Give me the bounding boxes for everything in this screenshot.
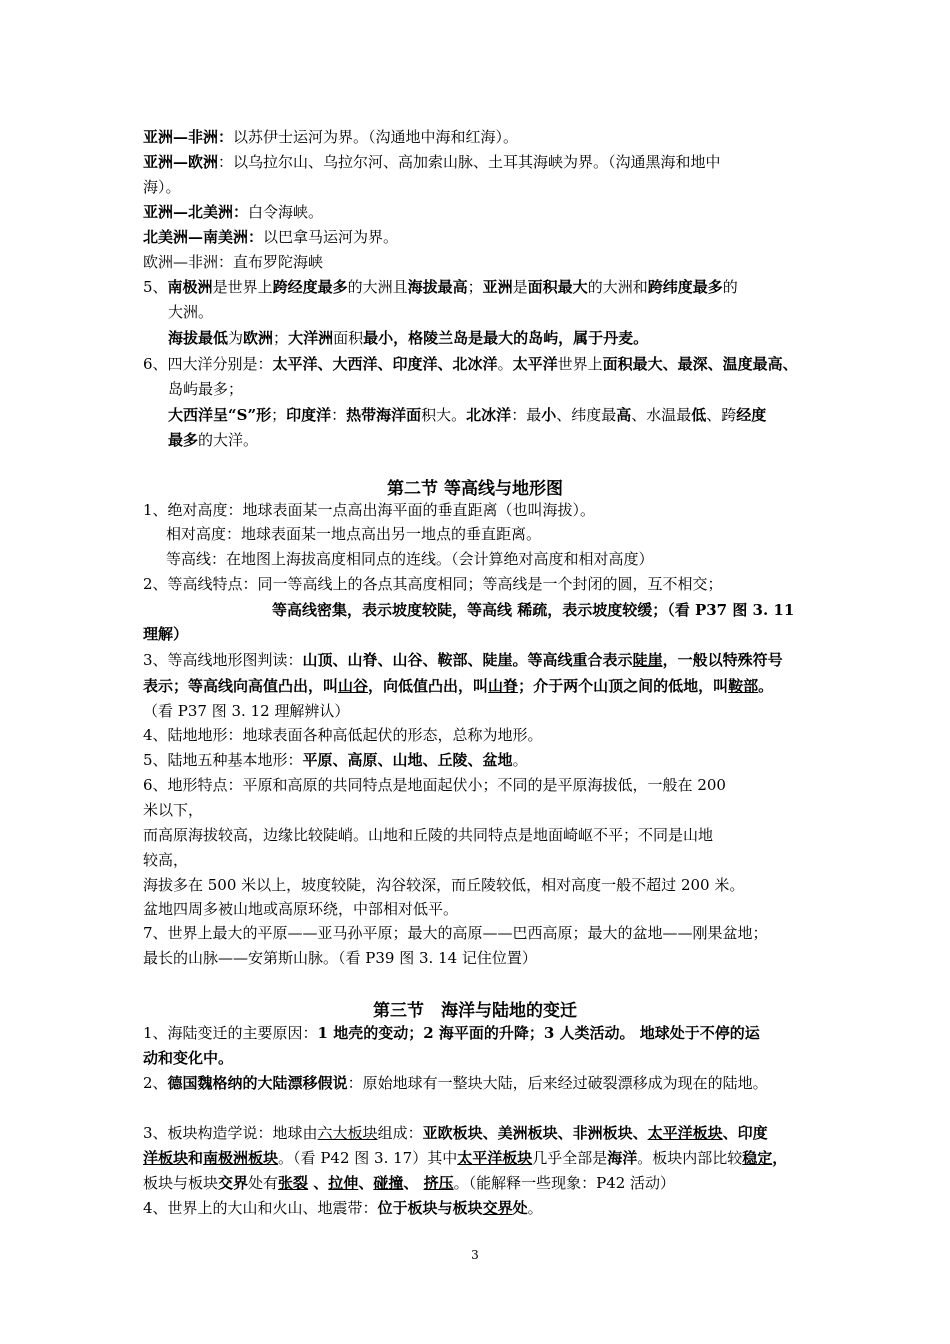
text: 。（能解释一些现象：P42 活动）	[453, 1174, 676, 1192]
text: 3、等高线地形图判读：	[143, 651, 303, 669]
line-text: 7、世界上最大的平原——亚马孙平原；最大的高原——巴西高原；最大的盆地——刚果盆地；	[143, 924, 768, 942]
line-text	[143, 1171, 675, 1195]
term: 处	[512, 1199, 528, 1217]
line-text: 米以下，	[143, 801, 204, 819]
line-text: 等高线：在地图上海拔高度相同点的连线。（会计算绝对高度和相对高度）	[166, 550, 654, 568]
term: 亚欧板块、美洲板块、非洲板块、	[422, 1124, 648, 1142]
text: 、跨	[706, 406, 737, 424]
term: 南极洲板块	[203, 1149, 279, 1167]
text: 为	[228, 329, 244, 347]
text: 面积	[333, 329, 364, 347]
line-text: 4、陆地地形：地球表面各种高低起伏的形态，总称为地形。	[143, 726, 543, 744]
text: 和	[188, 1149, 204, 1167]
text: 。板块内部比较	[637, 1149, 743, 1167]
term: 洋板块	[143, 1149, 189, 1167]
line-text: 较高，	[143, 851, 189, 869]
line-text: 岛屿最多；	[168, 380, 244, 398]
term: 印度	[737, 1124, 768, 1142]
text: 是世界上	[212, 278, 273, 296]
text: 、纬度最	[556, 406, 617, 424]
text: ；	[273, 329, 289, 347]
text: 、	[722, 1124, 738, 1142]
line-text	[143, 1146, 787, 1170]
line-asia-africa	[143, 125, 518, 149]
line-text: 盆地四周多被山地或高原环绕，中部相对低平。	[143, 900, 459, 918]
term: ，格陵兰岛是最大的岛屿，属于丹麦。	[393, 329, 649, 347]
term: 面积最大、最深、温度最高、	[602, 355, 798, 373]
term: 最小	[363, 329, 394, 347]
term: 张裂	[278, 1174, 309, 1192]
line-text: 理解）	[143, 625, 189, 643]
term: 印度洋	[286, 406, 332, 424]
text: 2、	[143, 1074, 168, 1092]
text: 、	[403, 1174, 424, 1192]
text: 的	[722, 278, 738, 296]
line-text	[168, 326, 648, 350]
text: 5、	[143, 278, 168, 296]
line-text: 相对高度：地球表面某一地点高出另一地点的垂直距离。	[166, 525, 542, 543]
section-heading: 第三节 海洋与陆地的变迁	[373, 1001, 577, 1021]
term: 大洋洲	[288, 329, 334, 347]
term: 山顶、山脊、山谷、鞍部、陡崖。等高线重合表示	[302, 651, 633, 669]
text: 。	[497, 355, 513, 373]
term: 亚洲	[482, 278, 513, 296]
term: 陡崖	[632, 651, 663, 669]
text: ，向低值凸出，叫	[368, 677, 489, 695]
text: 的大洋。	[198, 431, 259, 449]
term: 交界	[482, 1199, 513, 1217]
text: 世界上	[557, 355, 603, 373]
text: ：	[331, 406, 347, 424]
text: 组成：	[377, 1124, 423, 1142]
text: 以苏伊士运河为界。（沟通地中海和红海）。	[233, 128, 519, 146]
term: 挤压	[423, 1174, 454, 1192]
text: 积大。	[421, 406, 467, 424]
line-item-6	[143, 352, 798, 376]
text: 、水温最	[631, 406, 692, 424]
term: 六大板块	[317, 1124, 378, 1142]
line-asia-namerica	[143, 200, 323, 224]
line-text: 6、地形特点：平原和高原的共同特点是地面起伏小；不同的是平原海拔低，一般在 200	[143, 776, 726, 794]
term: 太平洋板块	[457, 1149, 533, 1167]
text: 表示；等高线向高值凸出，叫	[143, 677, 339, 695]
line-text: 等高线密集，表示坡度较陡，等高线 稀疏，表示坡度较缓；（看 P37 图 3. 11	[272, 601, 795, 619]
term: ，一般以特殊符号	[662, 651, 783, 669]
text: 3、板块构造学说：地球由	[143, 1124, 318, 1142]
term: 德国魏格纳的大陆漂移假说	[167, 1074, 348, 1092]
term: 交界	[218, 1174, 249, 1192]
line-text: 海）。	[143, 178, 181, 196]
term: 海拔最低	[168, 329, 229, 347]
text: ，	[772, 1149, 788, 1167]
term: 亚洲—北美洲：	[143, 203, 249, 221]
line-text: 大洲。	[168, 303, 214, 321]
term: 海洋	[607, 1149, 638, 1167]
term: 位于板块与板块	[377, 1199, 483, 1217]
text: 。	[527, 1199, 543, 1217]
text: ；	[467, 278, 483, 296]
text: 的大洲和	[587, 278, 648, 296]
line-text: 动和变化中。	[143, 1049, 234, 1067]
term: 最多	[168, 431, 199, 449]
text: 。	[758, 677, 774, 695]
line-item-2	[143, 1071, 768, 1095]
line-text: （看 P37 图 3. 12 理解辨认）	[143, 702, 350, 720]
line-item-3	[143, 1121, 768, 1145]
line-text	[168, 403, 766, 427]
term: 热带海洋面	[346, 406, 422, 424]
page-number: 3	[471, 1248, 479, 1262]
term: 太平洋、大西洋、印度洋、北冰洋	[272, 355, 498, 373]
term: 山谷	[338, 677, 369, 695]
term: 北美洲—南美洲：	[143, 228, 264, 246]
term: 拉伸	[328, 1174, 359, 1192]
text: 、	[358, 1174, 374, 1192]
text: 5、陆地五种基本地形：	[143, 751, 303, 769]
line-asia-europe	[143, 150, 721, 174]
text: 板块与板块	[143, 1174, 219, 1192]
text: 白令海峡。	[248, 203, 324, 221]
term: 鞍部	[728, 677, 759, 695]
term: 高	[616, 406, 632, 424]
text: 。（看 P42 图 3. 17）其中	[278, 1149, 458, 1167]
term: 跨经度最多	[272, 278, 348, 296]
text: 是	[512, 278, 528, 296]
line-text: 1、绝对高度：地球表面某一点高出海平面的垂直距离（也叫海拔）。	[143, 501, 596, 519]
term: 欧洲	[243, 329, 274, 347]
text: 的大洲且	[347, 278, 408, 296]
term: 太平洋	[512, 355, 558, 373]
term: 经度	[736, 406, 767, 424]
line-item-5	[143, 275, 738, 299]
term: 稳定	[742, 1149, 773, 1167]
text: 。	[512, 751, 528, 769]
term: 亚洲—欧洲	[143, 153, 219, 171]
text: 1、海陆变迁的主要原因：	[143, 1024, 318, 1042]
text: ；介于两个山顶之间的低地，叫	[518, 677, 729, 695]
line-item-4	[143, 1196, 543, 1220]
line-item-5	[143, 748, 528, 772]
line-text: 最长的山脉——安第斯山脉。（看 P39 图 3. 14 记住位置）	[143, 949, 537, 967]
line-text: 海拔多在 500 米以上，坡度较陡，沟谷较深，而丘陵较低，相对高度一般不超过 200 米。	[143, 876, 745, 894]
term: 低	[691, 406, 707, 424]
line-text	[143, 674, 773, 698]
term: 1 地壳的变动；2 海平面的升降；3 人类活动。 地球处于不停的运	[317, 1024, 760, 1042]
term: 山脊	[488, 677, 519, 695]
text: 处有	[248, 1174, 279, 1192]
text: 以巴拿马运河为界。	[263, 228, 399, 246]
line-text	[168, 428, 258, 452]
section-heading: 第二节 等高线与地形图	[387, 479, 563, 499]
line-text: 2、等高线特点：同一等高线上的各点其高度相同；等高线是一个封闭的圆，互不相交；	[143, 575, 723, 593]
term: 大西洋呈“S”形	[168, 406, 272, 424]
line-europe-africa: 欧洲—非洲：直布罗陀海峡	[143, 253, 324, 271]
text: 几乎全部是	[532, 1149, 608, 1167]
text: ：最	[511, 406, 542, 424]
line-namerica-samerica	[143, 225, 398, 249]
text: ；	[271, 406, 287, 424]
text: 4、世界上的大山和火山、地震带：	[143, 1199, 378, 1217]
text: ：原始地球有一整块大陆，后来经过破裂漂移成为现在的陆地。	[347, 1074, 768, 1092]
term: 太平洋板块	[647, 1124, 723, 1142]
line-item-3	[143, 648, 783, 672]
term: 平原、高原、山地、丘陵、盆地	[302, 751, 513, 769]
text: 、	[308, 1174, 329, 1192]
text: ：以乌拉尔山、乌拉尔河、高加索山脉、土耳其海峡为界。（沟通黑海和地中	[218, 153, 721, 171]
line-text: 而高原海拔较高，边缘比较陡峭。山地和丘陵的共同特点是地面崎岖不平；不同是山地	[143, 826, 714, 844]
term: 海拔最高	[407, 278, 468, 296]
line-item-1	[143, 1021, 760, 1045]
term: 亚洲—非洲：	[143, 128, 234, 146]
term: 北冰洋	[466, 406, 512, 424]
term: 小	[541, 406, 557, 424]
term: 南极洲	[167, 278, 213, 296]
text: 6、四大洋分别是：	[143, 355, 273, 373]
term: 跨纬度最多	[647, 278, 723, 296]
term: 碰撞	[373, 1174, 404, 1192]
term: 面积最大	[527, 278, 588, 296]
